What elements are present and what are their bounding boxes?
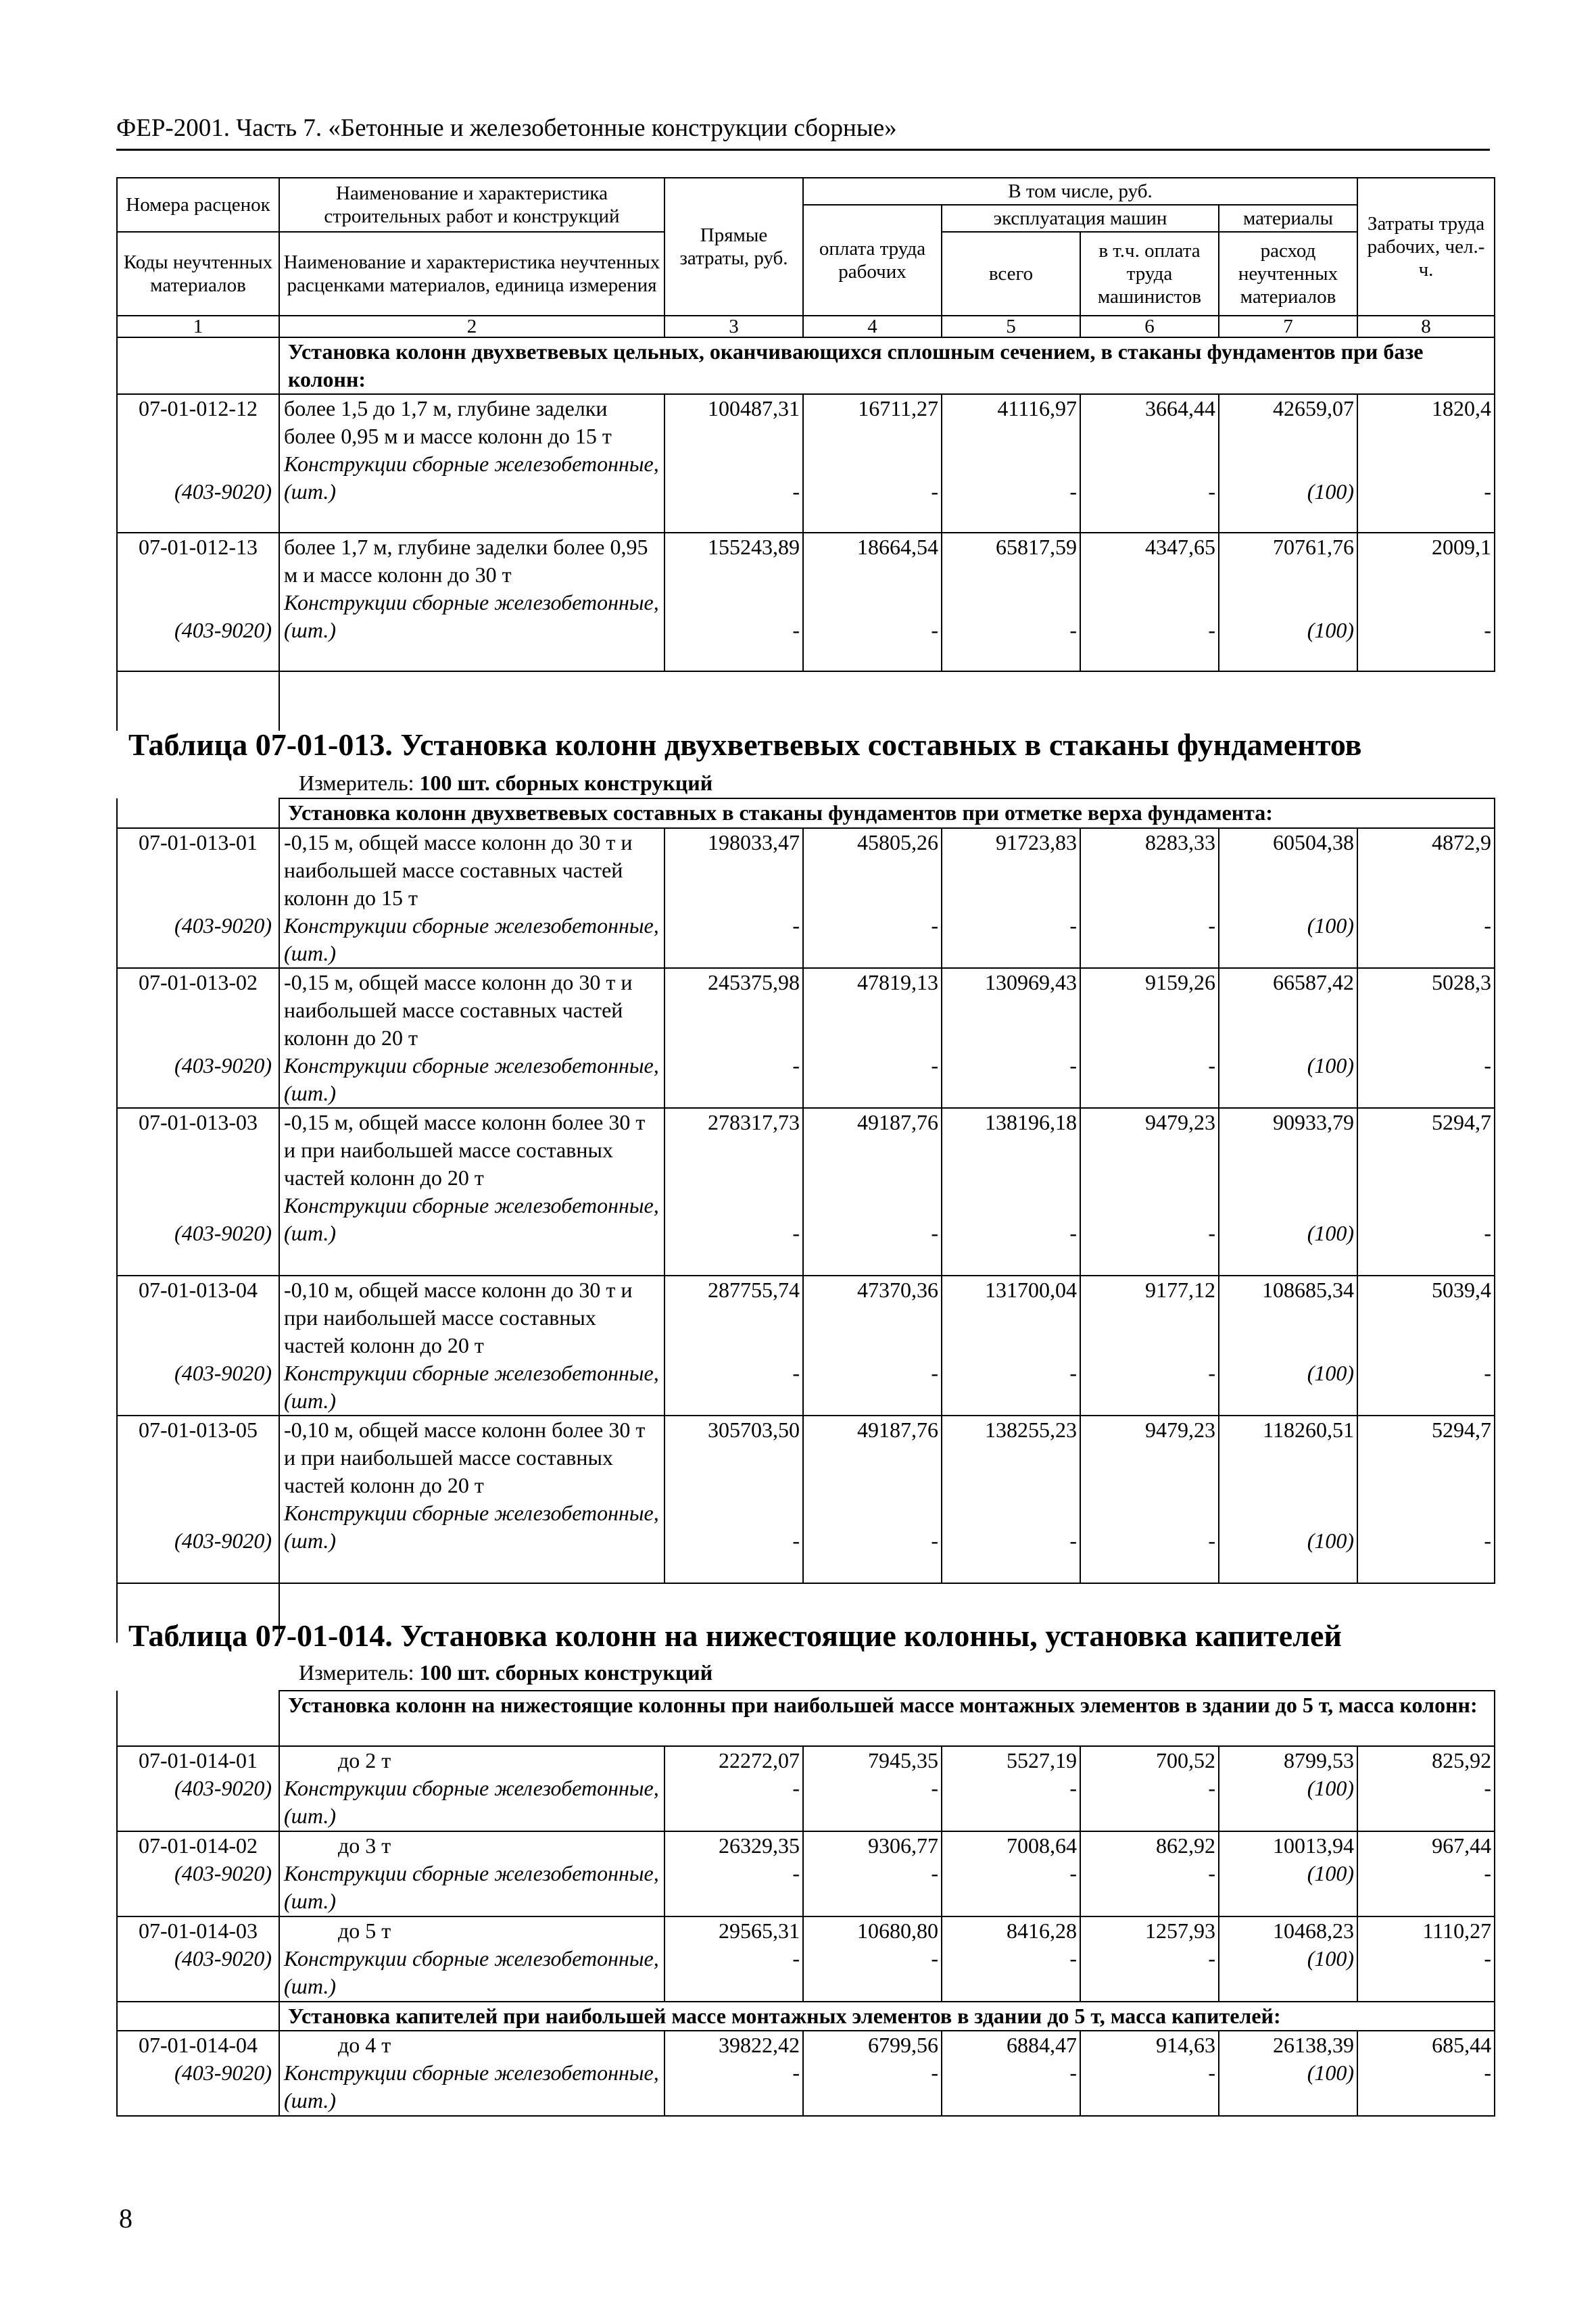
row-name: более 1,7 м, глубине заделки более 0,95 м и массе колонн до 30 т bbox=[284, 535, 648, 587]
header-codes-bottom: Коды неучтенных материалов bbox=[117, 232, 279, 316]
material-percent: (100) bbox=[1307, 1946, 1354, 1971]
row-name: -0,15 м, общей массе колонн более 30 т и при наибольшей массе составных частей колонн до 20 т bbox=[284, 1110, 646, 1190]
column-numbers-row bbox=[117, 316, 1495, 337]
material-code: (403-9020) bbox=[174, 1861, 272, 1885]
header-direct-costs: Прямые затраты, руб. bbox=[664, 178, 803, 316]
material-percent: (100) bbox=[1307, 1776, 1354, 1800]
row-name: до 3 т bbox=[338, 1833, 391, 1858]
material-name: Конструкции сборные железобетонные, (шт.) bbox=[284, 590, 659, 642]
col-num-6: 6 bbox=[1080, 316, 1219, 337]
col-num-5: 5 bbox=[942, 316, 1080, 337]
measure-014: Измеритель: 100 шт. сборных конструкций bbox=[299, 1660, 713, 1685]
machinist-pay: 3664,44 bbox=[1145, 396, 1215, 420]
direct-costs: 287755,74 bbox=[708, 1278, 800, 1302]
labor-hours: 4872,9 bbox=[1432, 830, 1492, 854]
material-code: (403-9020) bbox=[174, 479, 272, 504]
section-heading: Установка колонн двухветвевых составных в стаканы фундаментов при отметке верха фундамента: bbox=[279, 798, 1495, 828]
section-heading: Установка колонн двухветвевых цельных, оканчивающихся сплошным сечением, в стаканы фундаментов при базе колонн: bbox=[279, 337, 1495, 394]
table-row: 07-01-013-02 (403-9020) -0,15 м, общей массе колонн до 30 т и наибольшей массе составных частей колонн до 20 т Конструкции сборные железобетонные, (шт.) 245375,98 - 47819,13 - 130969,43 - 9159,26 - 66587,42 (100) 5028,3 - bbox=[117, 968, 1495, 1108]
materials: 10468,23 bbox=[1273, 1919, 1354, 1943]
row-code: 07-01-014-02 bbox=[139, 1833, 258, 1858]
header-machines-total: всего bbox=[942, 232, 1080, 316]
material-code: (403-9020) bbox=[174, 1361, 272, 1385]
labor-pay: 47370,36 bbox=[857, 1278, 938, 1302]
materials: 10013,94 bbox=[1273, 1833, 1354, 1858]
material-code: (403-9020) bbox=[174, 1528, 272, 1553]
material-name: Конструкции сборные железобетонные, (шт.) bbox=[284, 1501, 659, 1553]
header-codes-top: Номера расценок bbox=[117, 178, 279, 232]
header-labor-hours: Затраты труда рабочих, чел.-ч. bbox=[1357, 178, 1495, 316]
material-name: Конструкции сборные железобетонные, (шт.) bbox=[284, 1776, 659, 1828]
labor-pay: 6799,56 bbox=[868, 2033, 938, 2057]
price-table-012 bbox=[116, 177, 1495, 731]
direct-costs: 198033,47 bbox=[708, 830, 800, 854]
material-code: (403-9020) bbox=[174, 1221, 272, 1245]
header-machinist-pay: в т.ч. оплата труда машинистов bbox=[1080, 232, 1219, 316]
material-name: Конструкции сборные железобетонные, (шт.) bbox=[284, 1946, 659, 1998]
material-code: (403-9020) bbox=[174, 1946, 272, 1971]
labor-pay: 7945,35 bbox=[868, 1748, 938, 1772]
machines-total: 8416,28 bbox=[1007, 1919, 1077, 1943]
machinist-pay: 1257,93 bbox=[1145, 1919, 1215, 1943]
table-row: 07-01-013-01 (403-9020) -0,15 м, общей массе колонн до 30 т и наибольшей массе составных частей колонн до 15 т Конструкции сборные железобетонные, (шт.) 198033,47 - 45805,26 - 91723,83 - 8283,33 - 60504,38 (100) 4872,9 - bbox=[117, 828, 1495, 968]
machines-total: 5527,19 bbox=[1007, 1748, 1077, 1772]
header-machines: эксплуатация машин bbox=[942, 205, 1219, 232]
direct-costs: 278317,73 bbox=[708, 1110, 800, 1134]
table-title-014: Таблица 07-01-014. Установка колонн на нижестоящие колонны, установка капителей bbox=[128, 1618, 1342, 1653]
row-name: -0,15 м, общей массе колонн до 30 т и наибольшей массе составных частей колонн до 20 т bbox=[284, 970, 633, 1050]
col-num-2: 2 bbox=[279, 316, 664, 337]
price-table-013 bbox=[116, 798, 1495, 1643]
materials: 66587,42 bbox=[1273, 970, 1354, 994]
material-percent: (100) bbox=[1307, 2060, 1354, 2085]
row-code: 07-01-013-01 bbox=[139, 830, 258, 854]
machines-total: 41116,97 bbox=[997, 396, 1077, 420]
labor-pay: 49187,76 bbox=[857, 1110, 938, 1134]
table-row: 07-01-012-13 (403-9020) более 1,7 м, глубине заделки более 0,95 м и массе колонн до 30 т Конструкции сборные железобетонные, (шт.) 155243,89 - 18664,54 - 65817,59 - 4347,65 - 70761,76 (100) 2009,1 - bbox=[117, 533, 1495, 671]
row-code: 07-01-013-04 bbox=[139, 1278, 258, 1302]
table-row: 07-01-014-04 (403-9020) до 4 т Конструкции сборные железобетонные, (шт.) 39822,42 - 6799,56 - 6884,47 - 914,63 - 26138,39 (100) 685,44 - bbox=[117, 2031, 1495, 2116]
labor-hours: 5039,4 bbox=[1432, 1278, 1492, 1302]
row-code: 07-01-014-03 bbox=[139, 1919, 258, 1943]
row-code: 07-01-013-05 bbox=[139, 1418, 258, 1442]
materials: 8799,53 bbox=[1284, 1748, 1354, 1772]
labor-hours: 825,92 bbox=[1432, 1748, 1492, 1772]
row-name: -0,15 м, общей массе колонн до 30 т и наибольшей массе составных частей колонн до 15 т bbox=[284, 830, 633, 910]
row-code: 07-01-012-12 bbox=[139, 396, 258, 420]
col-num-7: 7 bbox=[1219, 316, 1357, 337]
labor-pay: 47819,13 bbox=[857, 970, 938, 994]
labor-pay: 16711,27 bbox=[858, 396, 938, 420]
table-row: 07-01-013-04 (403-9020) -0,10 м, общей массе колонн до 30 т и при наибольшей массе составных частей колонн до 20 т Конструкции сборные железобетонные, (шт.) 287755,74 - 47370,36 - 131700,04 - 9177,12 - 108685,34 (100) 5039,4 - bbox=[117, 1276, 1495, 1416]
material-name: Конструкции сборные железобетонные, (шт.) bbox=[284, 2060, 659, 2113]
labor-pay: 49187,76 bbox=[857, 1418, 938, 1442]
direct-costs: 22272,07 bbox=[719, 1748, 800, 1772]
row-code: 07-01-013-03 bbox=[139, 1110, 258, 1134]
col-num-8: 8 bbox=[1357, 316, 1495, 337]
machines-total: 6884,47 bbox=[1007, 2033, 1077, 2057]
col-num-4: 4 bbox=[803, 316, 942, 337]
col-num-3: 3 bbox=[664, 316, 803, 337]
material-code: (403-9020) bbox=[174, 2060, 272, 2085]
material-code: (403-9020) bbox=[174, 913, 272, 938]
labor-pay: 45805,26 bbox=[857, 830, 938, 854]
direct-costs: 100487,31 bbox=[708, 396, 800, 420]
material-name: Конструкции сборные железобетонные, (шт.) bbox=[284, 1193, 659, 1245]
labor-hours: 1820,4 bbox=[1432, 396, 1491, 420]
materials: 26138,39 bbox=[1273, 2033, 1354, 2057]
direct-costs: 155243,89 bbox=[708, 535, 800, 559]
measure-013: Измеритель: 100 шт. сборных конструкций bbox=[299, 771, 713, 795]
machines-total: 131700,04 bbox=[985, 1278, 1077, 1302]
labor-hours: 685,44 bbox=[1432, 2033, 1492, 2057]
direct-costs: 245375,98 bbox=[708, 970, 800, 994]
material-code: (403-9020) bbox=[174, 1776, 272, 1800]
material-name: Конструкции сборные железобетонные, (шт.) bbox=[284, 452, 659, 504]
direct-costs: 26329,35 bbox=[719, 1833, 800, 1858]
material-name: Конструкции сборные железобетонные, (шт.) bbox=[284, 913, 659, 965]
row-code: 07-01-014-01 bbox=[139, 1748, 258, 1772]
materials: 118260,51 bbox=[1263, 1418, 1354, 1442]
material-percent: (100) bbox=[1307, 1053, 1354, 1078]
header-group-rub: В том числе, руб. bbox=[803, 178, 1357, 205]
price-table-014 bbox=[116, 1690, 1495, 2117]
labor-hours: 967,44 bbox=[1432, 1833, 1492, 1858]
table-row: 07-01-014-01 (403-9020) до 2 т Конструкции сборные железобетонные, (шт.) 22272,07 - 7945,35 - 5527,19 - 700,52 - 8799,53 (100) 825,92 - bbox=[117, 1746, 1495, 1831]
table-title-013: Таблица 07-01-013. Установка колонн двухветвевых составных в стаканы фундаментов bbox=[128, 727, 1362, 762]
material-name: Конструкции сборные железобетонные, (шт.) bbox=[284, 1053, 659, 1105]
header-labor-pay: оплата труда рабочих bbox=[803, 205, 942, 316]
table-row: 07-01-014-03 (403-9020) до 5 т Конструкции сборные железобетонные, (шт.) 29565,31 - 10680,80 - 8416,28 - 1257,93 - 10468,23 (100) 1110,27 - bbox=[117, 1916, 1495, 2002]
direct-costs: 39822,42 bbox=[719, 2033, 800, 2057]
header-material-usage: расход неучтенных материалов bbox=[1219, 232, 1357, 316]
materials: 42659,07 bbox=[1273, 396, 1354, 420]
material-percent: (100) bbox=[1307, 1528, 1354, 1553]
row-name: более 1,5 до 1,7 м, глубине заделки более 0,95 м и массе колонн до 15 т bbox=[284, 396, 612, 448]
labor-hours: 5294,7 bbox=[1432, 1110, 1492, 1134]
machines-total: 65817,59 bbox=[996, 535, 1077, 559]
material-percent: (100) bbox=[1307, 1361, 1354, 1385]
material-code: (403-9020) bbox=[174, 618, 272, 642]
machinist-pay: 8283,33 bbox=[1145, 830, 1215, 854]
row-name: -0,10 м, общей массе колонн более 30 т и при наибольшей массе составных частей колонн до 20 т bbox=[284, 1418, 646, 1497]
row-name: до 5 т bbox=[338, 1919, 391, 1943]
table-row: 07-01-012-12 (403-9020) более 1,5 до 1,7 м, глубине заделки более 0,95 м и массе колонн до 15 т Конструкции сборные железобетонные, (шт.) 100487,31 - 16711,27 - 41116,97 - 3664,44 - 42659,07 (100) 1820,4 - bbox=[117, 394, 1495, 533]
machines-total: 138196,18 bbox=[985, 1110, 1077, 1134]
machinist-pay: 914,63 bbox=[1156, 2033, 1215, 2057]
labor-pay: 10680,80 bbox=[857, 1919, 938, 1943]
material-name: Конструкции сборные железобетонные, (шт.) bbox=[284, 1861, 659, 1913]
page-number: 8 bbox=[119, 2203, 132, 2234]
materials: 70761,76 bbox=[1273, 535, 1354, 559]
machines-total: 91723,83 bbox=[996, 830, 1077, 854]
material-percent: (100) bbox=[1307, 1221, 1354, 1245]
labor-pay: 18664,54 bbox=[857, 535, 938, 559]
row-code: 07-01-012-13 bbox=[139, 535, 258, 559]
row-name: до 2 т bbox=[338, 1748, 391, 1772]
material-percent: (100) bbox=[1307, 618, 1354, 642]
labor-hours: 2009,1 bbox=[1432, 535, 1491, 559]
header-name-top: Наименование и характеристика строительных работ и конструкций bbox=[279, 178, 664, 232]
material-percent: (100) bbox=[1307, 479, 1354, 504]
machinist-pay: 700,52 bbox=[1156, 1748, 1215, 1772]
machines-total: 130969,43 bbox=[985, 970, 1077, 994]
table-row: 07-01-013-03 (403-9020) -0,15 м, общей массе колонн более 30 т и при наибольшей массе составных частей колонн до 20 т Конструкции сборные железобетонные, (шт.) 278317,73 - 49187,76 - 138196,18 - 9479,23 - 90933,79 (100) 5294,7 - bbox=[117, 1108, 1495, 1276]
row-code: 07-01-014-04 bbox=[139, 2033, 258, 2057]
section-heading: Установка колонн на нижестоящие колонны при наибольшей массе монтажных элементов в здании до 5 т, масса колонн: bbox=[279, 1691, 1495, 1746]
material-percent: (100) bbox=[1307, 1861, 1354, 1885]
material-name: Конструкции сборные железобетонные, (шт.) bbox=[284, 1361, 659, 1413]
machinist-pay: 4347,65 bbox=[1145, 535, 1215, 559]
machinist-pay: 9177,12 bbox=[1145, 1278, 1215, 1302]
table-row: 07-01-013-05 (403-9020) -0,10 м, общей массе колонн более 30 т и при наибольшей массе составных частей колонн до 20 т Конструкции сборные железобетонные, (шт.) 305703,50 - 49187,76 - 138255,23 - 9479,23 - 118260,51 (100) 5294,7 - bbox=[117, 1416, 1495, 1583]
materials: 90933,79 bbox=[1273, 1110, 1354, 1134]
direct-costs: 305703,50 bbox=[708, 1418, 800, 1442]
labor-pay: 9306,77 bbox=[868, 1833, 938, 1858]
machines-total: 138255,23 bbox=[985, 1418, 1077, 1442]
machines-total: 7008,64 bbox=[1007, 1833, 1077, 1858]
section-heading: Установка капителей при наибольшей массе монтажных элементов в здании до 5 т, масса капителей: bbox=[279, 2002, 1495, 2031]
page-header: ФЕР-2001. Часть 7. «Бетонные и железобетонные конструкции сборные» bbox=[116, 114, 1490, 151]
row-name: до 4 т bbox=[338, 2033, 391, 2057]
machinist-pay: 9159,26 bbox=[1145, 970, 1215, 994]
material-percent: (100) bbox=[1307, 913, 1354, 938]
header-name-bottom: Наименование и характеристика неучтенных расценками материалов, единица измерения bbox=[279, 232, 664, 316]
table-row: 07-01-014-02 (403-9020) до 3 т Конструкции сборные железобетонные, (шт.) 26329,35 - 9306,77 - 7008,64 - 862,92 - 10013,94 (100) 967,44 - bbox=[117, 1831, 1495, 1916]
labor-hours: 5028,3 bbox=[1432, 970, 1492, 994]
machinist-pay: 9479,23 bbox=[1145, 1110, 1215, 1134]
labor-hours: 5294,7 bbox=[1432, 1418, 1492, 1442]
materials: 108685,34 bbox=[1262, 1278, 1354, 1302]
row-code: 07-01-013-02 bbox=[139, 970, 258, 994]
machinist-pay: 9479,23 bbox=[1145, 1418, 1215, 1442]
direct-costs: 29565,31 bbox=[719, 1919, 800, 1943]
labor-hours: 1110,27 bbox=[1422, 1919, 1492, 1943]
materials: 60504,38 bbox=[1273, 830, 1354, 854]
machinist-pay: 862,92 bbox=[1156, 1833, 1215, 1858]
row-name: -0,10 м, общей массе колонн до 30 т и при наибольшей массе составных частей колонн до 20 т bbox=[284, 1278, 633, 1357]
material-code: (403-9020) bbox=[174, 1053, 272, 1078]
header-materials: материалы bbox=[1219, 205, 1357, 232]
col-num-1: 1 bbox=[117, 316, 279, 337]
